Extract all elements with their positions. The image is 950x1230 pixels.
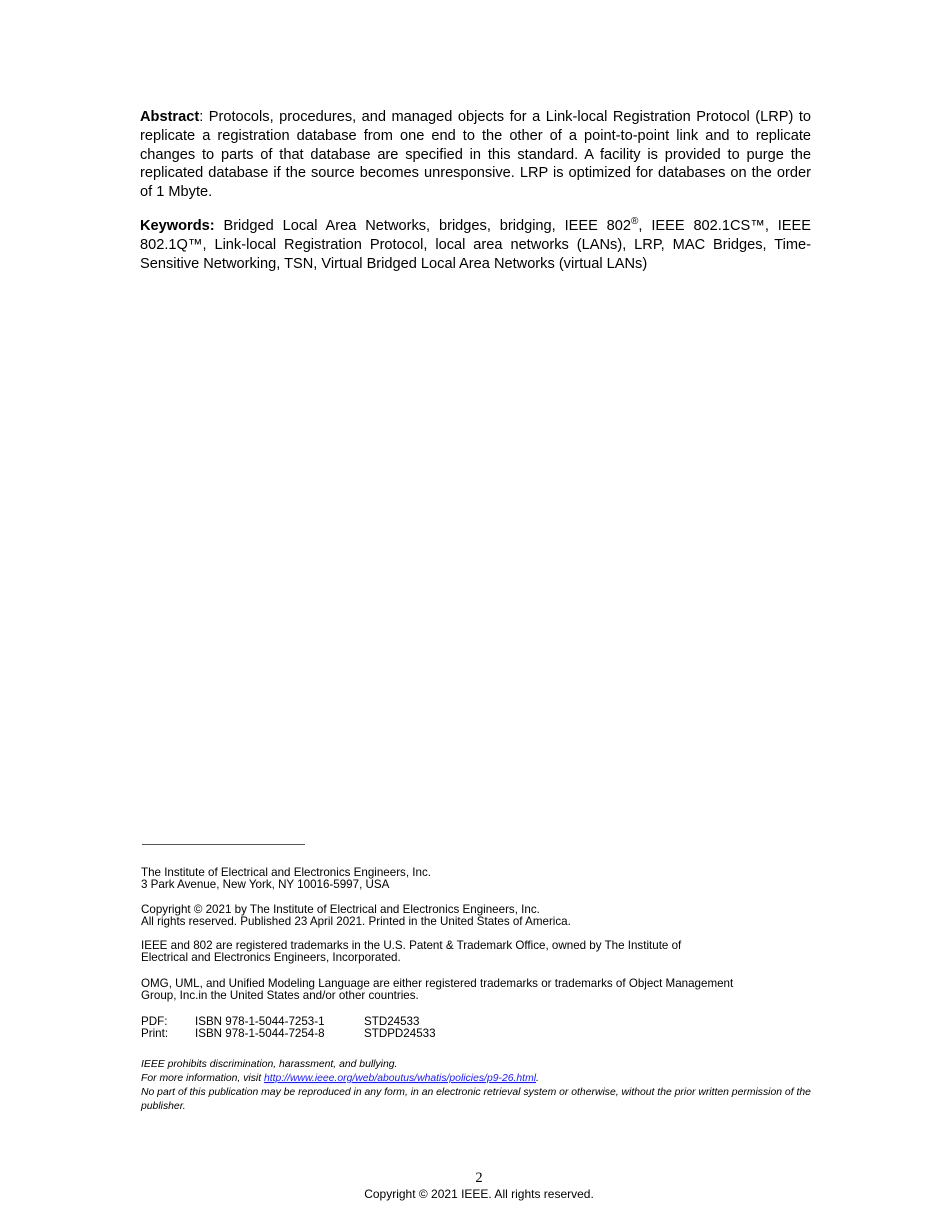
trademark-line-1: IEEE and 802 are registered trademarks in the U.S. Patent & Trademark Office, owned by The Institute of <box>141 939 682 952</box>
notice-line-3: No part of this publication may be reproduced in any form, in an electronic retrieval system or otherwise, without the prior written permission of the publisher. <box>141 1087 811 1112</box>
page-number: 2 <box>475 1170 483 1186</box>
copyright-line-2: All rights reserved. Published 23 April 2021. Printed in the United States of America. <box>141 915 571 929</box>
footnote-divider <box>142 844 305 845</box>
keywords-text-part1: Bridged Local Area Networks, bridges, bridging, IEEE 802 <box>214 218 632 234</box>
isbn-format: PDF: <box>141 1015 168 1028</box>
notice-line-1: IEEE prohibits discrimination, harassment, and bullying. <box>141 1059 398 1070</box>
publisher-name: The Institute of Electrical and Electronics Engineers, Inc. <box>141 866 431 879</box>
trademark-block <box>141 940 821 965</box>
isbn-format: Print: <box>141 1027 169 1041</box>
isbn-code: STD24533 <box>364 1015 420 1028</box>
omg-line-2: Group, Inc.in the United States and/or other countries. <box>141 989 419 1003</box>
abstract-text: : Protocols, procedures, and managed objects for a Link-local Registration Protocol (LRP) to replicate a registration database from one end to the other of a point-to-point link and to replicate changes to parts of that database are specified in this standard. A facility is provided to purge the replicated database if the source becomes unresponsive. LRP is optimized for databases on the order of 1 Mbyte. <box>140 109 811 201</box>
notice-more-info-prefix: For more information, visit <box>141 1073 264 1084</box>
legal-notice <box>141 1058 816 1114</box>
isbn-row <box>141 1028 821 1040</box>
omg-trademark-block <box>141 978 821 1003</box>
trademark-line-2: Electrical and Electronics Engineers, Incorporated. <box>141 951 401 965</box>
policy-link[interactable]: http://www.ieee.org/web/aboutus/whatis/policies/p9-26.html <box>264 1073 537 1084</box>
footer-copyright: Copyright © 2021 IEEE. All rights reserved. <box>364 1187 594 1201</box>
registered-mark: ® <box>631 216 639 227</box>
isbn-code: STDPD24533 <box>364 1027 436 1041</box>
notice-line-2 <box>141 1072 816 1086</box>
isbn-table <box>141 1016 821 1041</box>
abstract-paragraph <box>140 108 811 202</box>
keywords-text-part2: , IEEE 802.1CS™, IEEE 802.1Q™, Link-local Registration Protocol, local area networks (LANs), LRP, MAC Bridges, Time-Sensitive Networking, TSN, Virtual Bridged Local Area Networks (virtual LANs) <box>140 218 811 272</box>
omg-line-1: OMG, UML, and Unified Modeling Language are either registered trademarks or trademarks of Object Management <box>141 977 734 990</box>
keywords-paragraph <box>140 217 811 273</box>
abstract-label: Abstract <box>140 109 200 125</box>
publisher-block <box>141 867 821 892</box>
publisher-address: 3 Park Avenue, New York, NY 10016-5997, USA <box>141 878 390 892</box>
isbn-number: ISBN 978-1-5044-7254-8 <box>195 1027 325 1041</box>
keywords-label: Keywords: <box>140 218 215 234</box>
copyright-line-1: Copyright © 2021 by The Institute of Electrical and Electronics Engineers, Inc. <box>141 903 540 916</box>
notice-more-info-suffix: . <box>536 1073 539 1084</box>
copyright-block <box>141 904 821 929</box>
isbn-number: ISBN 978-1-5044-7253-1 <box>195 1015 325 1028</box>
